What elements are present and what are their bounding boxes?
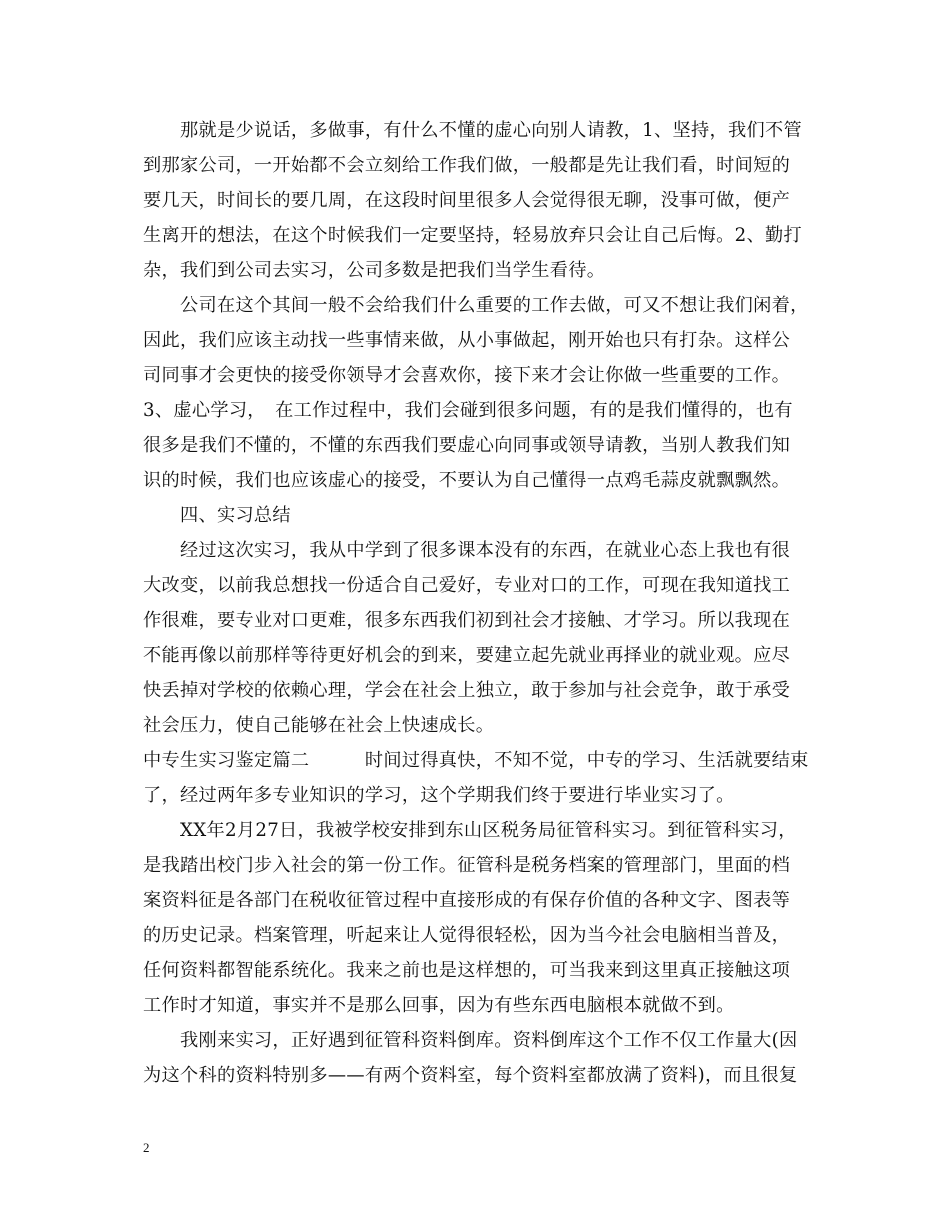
text-line: 不能再像以前那样等待更好机会的到来，要建立起先就业再择业的就业观。应尽 xyxy=(143,645,791,666)
text-line: 我刚来实习，正好遇到征管科资料倒库。资料倒库这个工作不仅工作量大(因 xyxy=(143,1030,798,1051)
text-line: 案资料征是各部门在税收征管过程中直接形成的有保存价值的各种文字、图表等 xyxy=(143,890,791,911)
text-line: 那就是少说话，多做事，有什么不懂的虚心向别人请教，1、坚持，我们不管 xyxy=(143,120,802,141)
text-line: 到那家公司，一开始都不会立刻给工作我们做，一般都是先让我们看，时间短的 xyxy=(143,155,791,176)
text-line: 快丢掉对学校的依赖心理，学会在社会上独立，敢于参加与社会竞争，敢于承受 xyxy=(143,680,791,701)
text-line: 经过这次实习，我从中学到了很多课本没有的东西，在就业心态上我也有很 xyxy=(143,540,791,561)
text-line: 因此，我们应该主动找一些事情来做，从小事做起，刚开始也只有打杂。这样公 xyxy=(143,330,791,351)
section-heading: 四、实习总结 xyxy=(143,505,291,526)
text-line: 工作时才知道，事实并不是那么回事，因为有些东西电脑根本就做不到。 xyxy=(143,995,735,1016)
text-line: 了，经过两年多专业知识的学习，这个学期我们终于要进行毕业实习了。 xyxy=(143,785,735,806)
text-line: 大改变，以前我总想找一份适合自己爱好，专业对口的工作，可现在我知道找工 xyxy=(143,575,791,596)
text-line: 司同事才会更快的接受你领导才会喜欢你，接下来才会让你做一些重要的工作。 xyxy=(143,365,791,386)
text-line: 识的时候，我们也应该虚心的接受，不要认为自己懂得一点鸡毛蒜皮就飘飘然。 xyxy=(143,470,791,491)
text-line: 任何资料都智能系统化。我来之前也是这样想的，可当我来到这里真正接触这项 xyxy=(143,960,791,981)
text-line: 很多是我们不懂的，不懂的东西我们要虚心向同事或领导请教，当别人教我们知 xyxy=(143,435,791,456)
text-line: XX年2月27日，我被学校安排到东山区税务局征管科实习。到征管科实习， xyxy=(143,820,797,841)
text-line: 杂，我们到公司去实习，公司多数是把我们当学生看待。 xyxy=(143,260,606,281)
text-line: 社会压力，使自己能够在社会上快速成长。 xyxy=(143,715,495,736)
text-line: 的历史记录。档案管理，听起来让人觉得很轻松，因为当今社会电脑相当普及， xyxy=(143,925,791,946)
text-line: 生离开的想法，在这个时候我们一定要坚持，轻易放弃只会让自己后悔。2、勤打 xyxy=(143,225,802,246)
text-line: 要几天，时间长的要几周，在这段时间里很多人会觉得很无聊，没事可做，便产 xyxy=(143,190,791,211)
text-line: 公司在这个其间一般不会给我们什么重要的工作去做，可又不想让我们闲着， xyxy=(143,295,809,316)
page-number: 2 xyxy=(143,1140,150,1155)
text-line: 3、虚心学习， 在工作过程中，我们会碰到很多问题，有的是我们懂得的，也有 xyxy=(143,400,793,421)
text-line: 作很难，要专业对口更难，很多东西我们初到社会才接触、才学习。所以我现在 xyxy=(143,610,791,631)
text-line: 为这个科的资料特别多——有两个资料室，每个资料室都放满了资料)，而且很复 xyxy=(143,1065,798,1086)
text-line: 是我踏出校门步入社会的第一份工作。征管科是税务档案的管理部门，里面的档 xyxy=(143,855,791,876)
text-line: 中专生实习鉴定篇二 时间过得真快，不知不觉，中专的学习、生活就要结束 xyxy=(143,750,809,771)
